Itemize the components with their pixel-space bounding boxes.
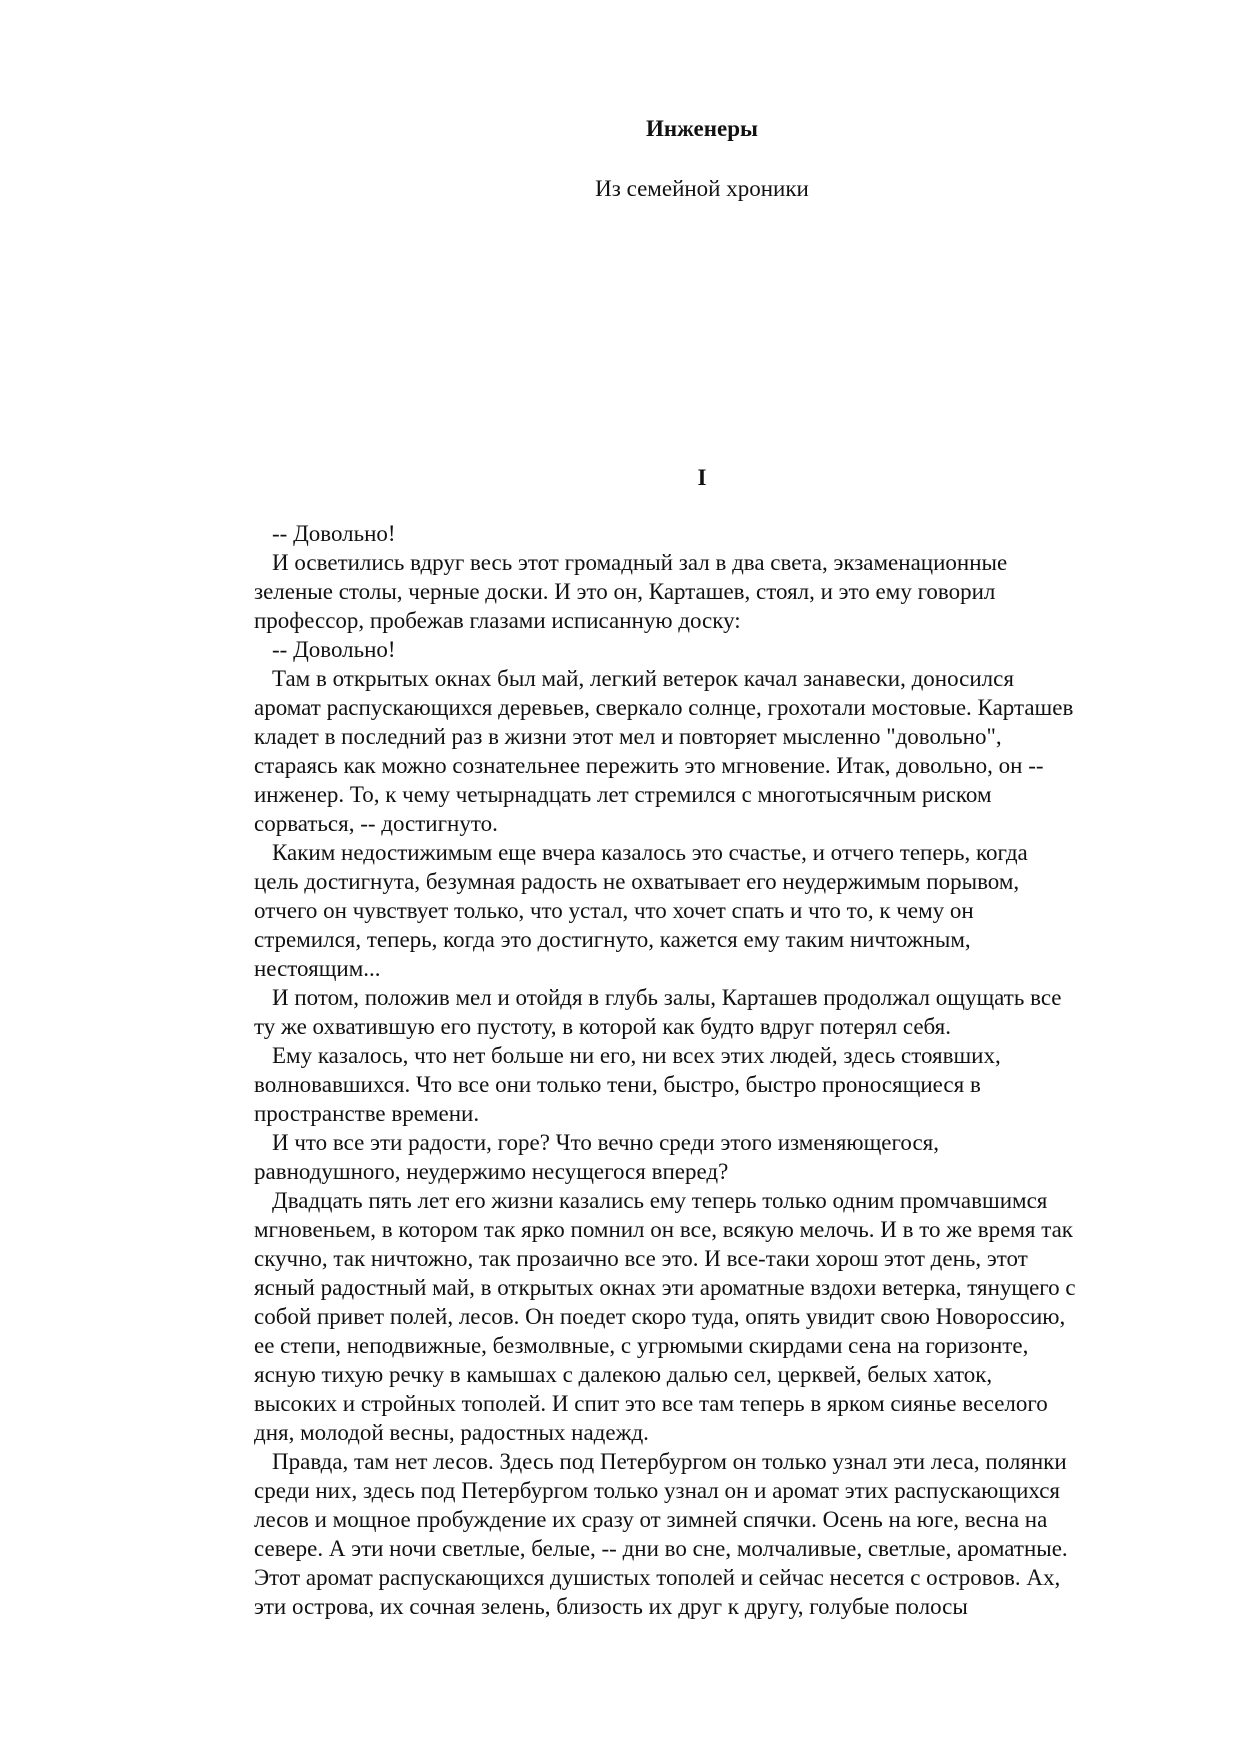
body-text — [254, 519, 1154, 1621]
text-line: стараясь как можно сознательнее пережить это мгновение. Итак, довольно, он -- — [254, 753, 1044, 778]
text-line: отчего он чувствует только, что устал, что хочет спать и что то, к чему он — [254, 898, 974, 923]
text-line: зеленые столы, черные доски. И это он, Карташев, стоял, и это ему говорил — [254, 579, 996, 604]
text-line: среди них, здесь под Петербургом только узнал он и аромат этих распускающихся — [254, 1478, 1060, 1503]
document-title: Инженеры — [646, 116, 758, 141]
text-line: И осветились вдруг весь этот громадный зал в два света, экзаменационные — [272, 550, 1008, 575]
text-line: кладет в последний раз в жизни этот мел и повторяет мысленно "довольно", — [254, 724, 1002, 749]
text-line: собой привет полей, лесов. Он поедет скоро туда, опять увидит свою Новороссию, — [254, 1304, 1066, 1329]
text-line: скучно, так ничтожно, так прозаично все это. И все-таки хорош этот день, этот — [254, 1246, 1028, 1271]
text-line: Каким недостижимым еще вчера казалось это счастье, и отчего теперь, когда — [272, 840, 1028, 865]
text-line: Правда, там нет лесов. Здесь под Петербургом он только узнал эти леса, полянки — [272, 1449, 1067, 1474]
text-line: ясную тихую речку в камышах с далекою далью сел, церквей, белых хаток, — [254, 1362, 993, 1387]
text-line: нестоящим... — [254, 956, 381, 981]
text-line: Двадцать пять лет его жизни казались ему теперь только одним промчавшимся — [272, 1188, 1048, 1213]
text-line: Этот аромат распускающихся душистых тополей и сейчас несется с островов. Ах, — [254, 1565, 1061, 1590]
document-subtitle: Из семейной хроники — [595, 176, 809, 201]
text-line: ее степи, неподвижные, безмолвные, с угрюмыми скирдами сена на горизонте, — [254, 1333, 1029, 1358]
text-line: мгновеньем, в котором так ярко помнил он все, всякую мелочь. И в то же время так — [254, 1217, 1073, 1242]
text-line: равнодушного, неудержимо несущегося вперед? — [254, 1159, 729, 1184]
text-line: ясный радостный май, в открытых окнах эти ароматные вздохи ветерка, тянущего с — [254, 1275, 1076, 1300]
text-line: Ему казалось, что нет больше ни его, ни всех этих людей, здесь стоявших, — [272, 1043, 1001, 1068]
text-line: пространстве времени. — [254, 1101, 480, 1126]
text-line: И что все эти радости, горе? Что вечно среди этого изменяющегося, — [272, 1130, 939, 1155]
text-line: волновавшихся. Что все они только тени, быстро, быстро проносящиеся в — [254, 1072, 981, 1097]
text-line: -- Довольно! — [272, 521, 396, 546]
text-line: аромат распускающихся деревьев, сверкало солнце, грохотали мостовые. Карташев — [254, 695, 1074, 720]
text-line: ту же охватившую его пустоту, в которой как будто вдруг потерял себя. — [254, 1014, 951, 1039]
text-line: стремился, теперь, когда это достигнуто, кажется ему таким ничтожным, — [254, 927, 971, 952]
text-line: дня, молодой весны, радостных надежд. — [254, 1420, 649, 1445]
text-line: севере. А эти ночи светлые, белые, -- дни во сне, молчаливые, светлые, ароматные. — [254, 1536, 1068, 1561]
text-line: Там в открытых окнах был май, легкий ветерок качал занавески, доносился — [272, 666, 1014, 691]
text-line: -- Довольно! — [272, 637, 396, 662]
text-line: высоких и стройных тополей. И спит это все там теперь в ярком сиянье веселого — [254, 1391, 1048, 1416]
text-line: инженер. То, к чему четырнадцать лет стремился с многотысячным риском — [254, 782, 992, 807]
text-line: эти острова, их сочная зелень, близость их друг к другу, голубые полосы — [254, 1594, 968, 1619]
text-line: профессор, пробежав глазами исписанную доску: — [254, 608, 741, 633]
text-line: цель достигнута, безумная радость не охватывает его неудержимым порывом, — [254, 869, 1020, 894]
chapter-number: I — [697, 465, 707, 490]
text-line: сорваться, -- достигнуто. — [254, 811, 498, 836]
text-line: И потом, положив мел и отойдя в глубь залы, Карташев продолжал ощущать все — [272, 985, 1062, 1010]
text-line: лесов и мощное пробуждение их сразу от зимней спячки. Осень на юге, весна на — [254, 1507, 1048, 1532]
